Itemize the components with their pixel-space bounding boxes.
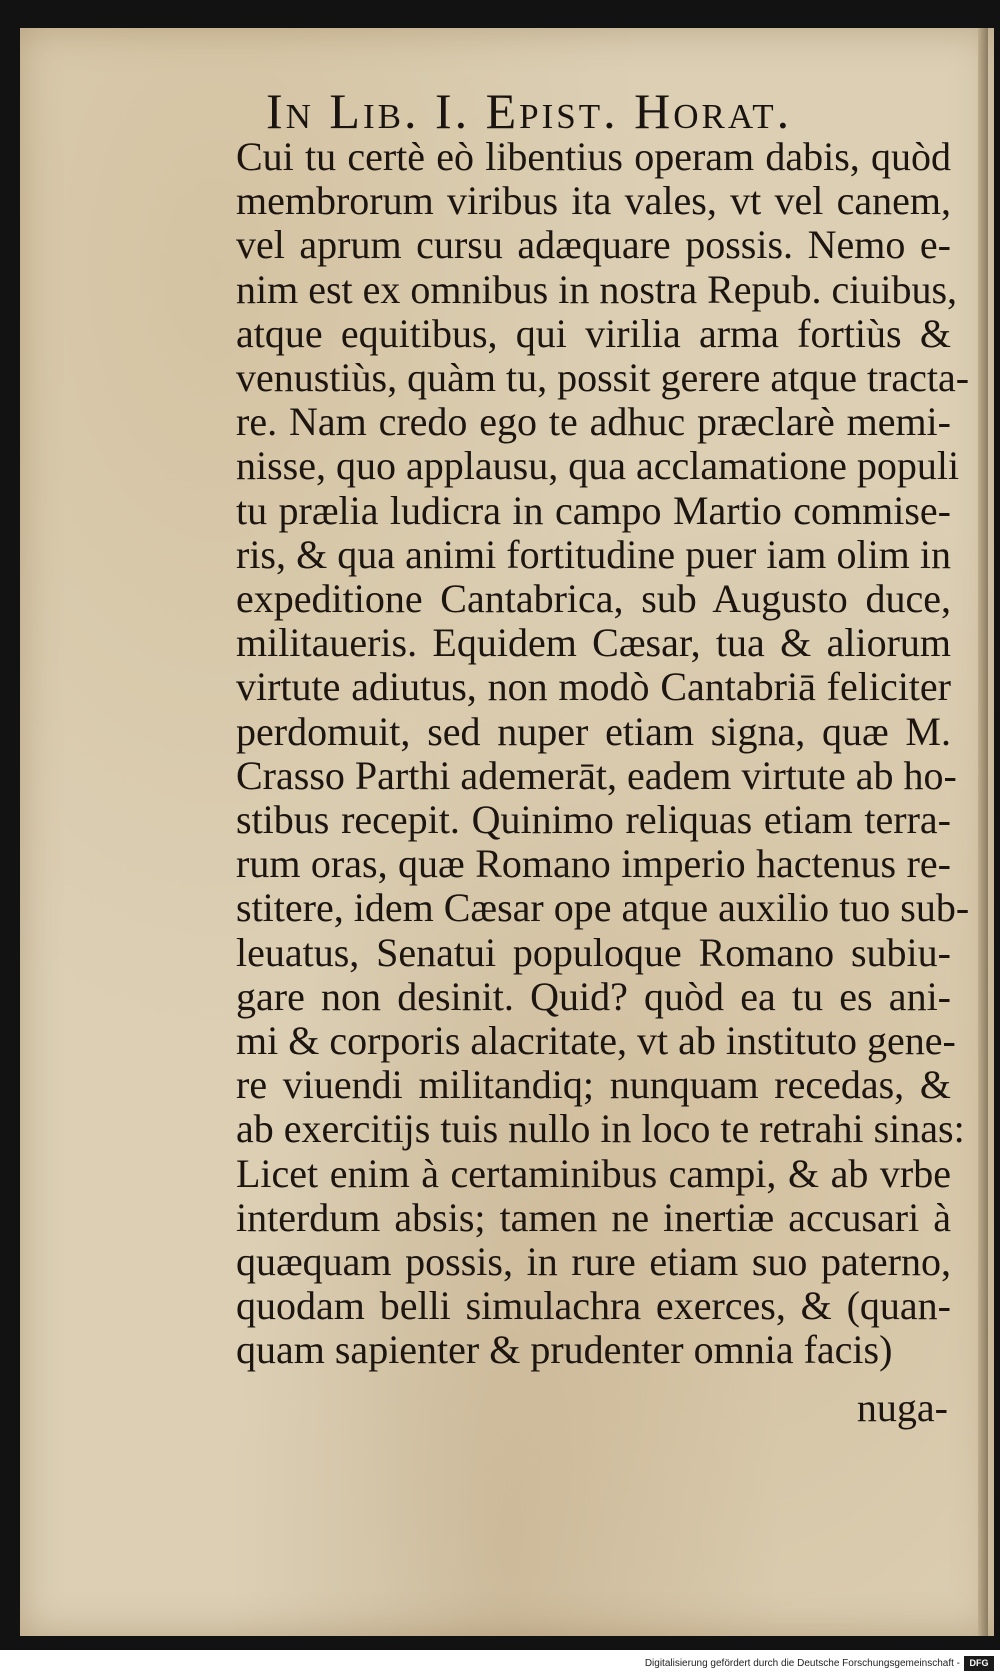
text-line: membrorum viribus ita vales, vt vel canem, <box>236 178 951 224</box>
text-line: tu prælia ludicra in campo Martio commise- <box>236 487 951 533</box>
text-line: quam sapienter & prudenter omnia facis) <box>236 1327 893 1373</box>
text-line: mi & corporis alacritate, vt ab instituto gene- <box>236 1018 956 1064</box>
text-line: venustiùs, quàm tu, possit gerere atque tracta- <box>236 355 970 401</box>
text-line: perdomuit, sed nuper etiam signa, quæ M. <box>236 708 951 754</box>
text-line: Licet enim à certaminibus campi, & ab vrbe <box>236 1150 951 1196</box>
text-line: interdum absis; tamen ne inertiæ accusari à <box>236 1194 951 1240</box>
text-line: nisse, quo applausu, qua acclamatione populi <box>236 443 960 489</box>
text-line: Cui tu certè eò libentius operam dabis, quòd <box>236 134 951 179</box>
text-line: vel aprum cursu adæquare possis. Nemo e- <box>236 222 951 268</box>
text-line: gare non desinit. Quid? quòd ea tu es ani- <box>236 973 951 1019</box>
catchword: nuga- <box>856 1385 948 1430</box>
text-line: militaueris. Equidem Cæsar, tua & aliorum <box>236 620 951 666</box>
text-line: re. Nam credo ego te adhuc præclarè memi- <box>236 399 951 445</box>
text-line: quodam belli simulachra exerces, & (quan- <box>236 1283 951 1329</box>
digitization-footer <box>0 1650 1000 1679</box>
text-line: stibus recepit. Quinimo reliquas etiam terra- <box>236 797 951 843</box>
text-line: ris, & qua animi fortitudine puer iam olim in <box>236 531 951 577</box>
text-line: virtute adiutus, non modò Cantabriā feliciter <box>236 664 951 710</box>
page-edge <box>978 28 988 1636</box>
footer-credit: Digitalisierung gefördert durch die Deutsche Forschungsgemeinschaft - <box>644 1658 960 1669</box>
text-line: leuatus, Senatui populoque Romano subiu- <box>236 929 951 975</box>
running-head: In Lib. I. Epist. Horat. <box>266 83 793 139</box>
text-line: ab exercitijs tuis nullo in loco te retrahi sinas: <box>236 1106 965 1152</box>
text-line: rum oras, quæ Romano imperio hactenus re- <box>236 841 951 887</box>
text-line: atque equitibus, qui virilia arma fortiùs & <box>236 310 951 356</box>
body-text <box>236 134 970 1373</box>
text-line: re viuendi militandiq; nunquam recedas, & <box>236 1062 951 1108</box>
dfg-logo: DFG <box>964 1656 994 1671</box>
text-line: expeditione Cantabrica, sub Augusto duce, <box>236 576 951 622</box>
text-line: quæquam possis, in rure etiam suo paterno, <box>236 1239 951 1285</box>
text-line: stitere, idem Cæsar ope atque auxilio tuo sub- <box>236 885 970 931</box>
text-line: Crasso Parthi ademerāt, eadem virtute ab ho- <box>236 752 957 798</box>
text-line: nim est ex omnibus in nostra Repub. ciuibus, <box>236 266 958 312</box>
